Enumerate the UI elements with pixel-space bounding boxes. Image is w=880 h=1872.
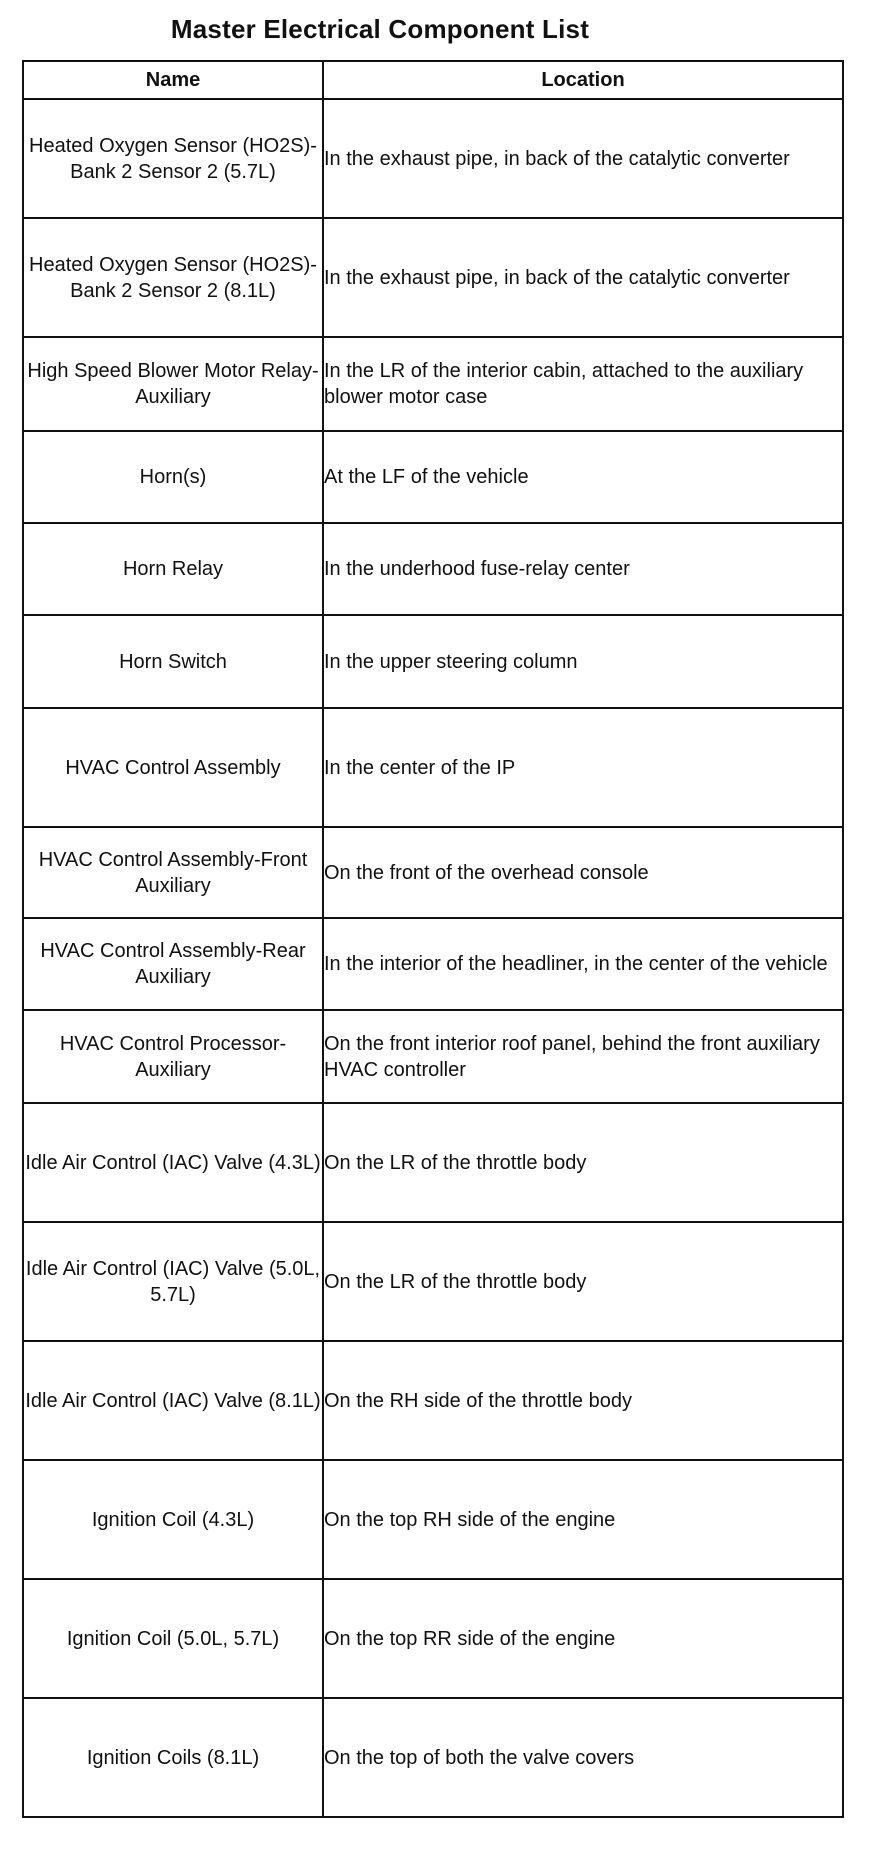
component-location: On the top RR side of the engine [323, 1579, 843, 1698]
table-row [23, 523, 843, 615]
component-name: Idle Air Control (IAC) Valve (8.1L) [23, 1341, 323, 1460]
table-row [23, 1579, 843, 1698]
table-row [23, 918, 843, 1010]
table-row [23, 431, 843, 523]
component-name: HVAC Control Assembly-Rear Auxiliary [23, 918, 323, 1010]
component-name: Heated Oxygen Sensor (HO2S)-Bank 2 Sensor 2 (5.7L) [23, 99, 323, 218]
table-row [23, 1698, 843, 1817]
component-location: On the front interior roof panel, behind the front auxiliary HVAC controller [323, 1010, 843, 1103]
column-header-name: Name [23, 61, 323, 99]
component-name: Heated Oxygen Sensor (HO2S)-Bank 2 Sensor 2 (8.1L) [23, 218, 323, 337]
table-row [23, 1460, 843, 1579]
table-row [23, 99, 843, 218]
component-location: On the top of both the valve covers [323, 1698, 843, 1817]
table-row [23, 218, 843, 337]
table-row [23, 708, 843, 827]
table-row [23, 1341, 843, 1460]
component-name: Ignition Coil (5.0L, 5.7L) [23, 1579, 323, 1698]
table-header-row [23, 61, 843, 99]
component-name: Horn(s) [23, 431, 323, 523]
component-name: HVAC Control Assembly-Front Auxiliary [23, 827, 323, 918]
component-location: On the LR of the throttle body [323, 1222, 843, 1341]
component-name: Horn Relay [23, 523, 323, 615]
component-location: On the RH side of the throttle body [323, 1341, 843, 1460]
component-location: In the exhaust pipe, in back of the catalytic converter [323, 99, 843, 218]
component-location: In the center of the IP [323, 708, 843, 827]
component-location: In the interior of the headliner, in the center of the vehicle [323, 918, 843, 1010]
component-name: HVAC Control Assembly [23, 708, 323, 827]
component-location: In the upper steering column [323, 615, 843, 708]
component-location: In the underhood fuse-relay center [323, 523, 843, 615]
table-row [23, 1010, 843, 1103]
component-name: High Speed Blower Motor Relay-Auxiliary [23, 337, 323, 431]
component-location: On the front of the overhead console [323, 827, 843, 918]
component-name: HVAC Control Processor- Auxiliary [23, 1010, 323, 1103]
component-location: On the top RH side of the engine [323, 1460, 843, 1579]
component-location: In the exhaust pipe, in back of the catalytic converter [323, 218, 843, 337]
component-name: Horn Switch [23, 615, 323, 708]
component-name: Idle Air Control (IAC) Valve (5.0L, 5.7L) [23, 1222, 323, 1341]
component-location: On the LR of the throttle body [323, 1103, 843, 1222]
component-name: Idle Air Control (IAC) Valve (4.3L) [23, 1103, 323, 1222]
component-name: Ignition Coil (4.3L) [23, 1460, 323, 1579]
page-title: Master Electrical Component List [170, 14, 590, 44]
component-name: Ignition Coils (8.1L) [23, 1698, 323, 1817]
table-row [23, 827, 843, 918]
table-row [23, 337, 843, 431]
table-row [23, 1103, 843, 1222]
column-header-location: Location [323, 61, 843, 99]
component-location: At the LF of the vehicle [323, 431, 843, 523]
component-location: In the LR of the interior cabin, attached to the auxiliary blower motor case [323, 337, 843, 431]
table-row [23, 615, 843, 708]
component-table [22, 60, 844, 1818]
table-row [23, 1222, 843, 1341]
